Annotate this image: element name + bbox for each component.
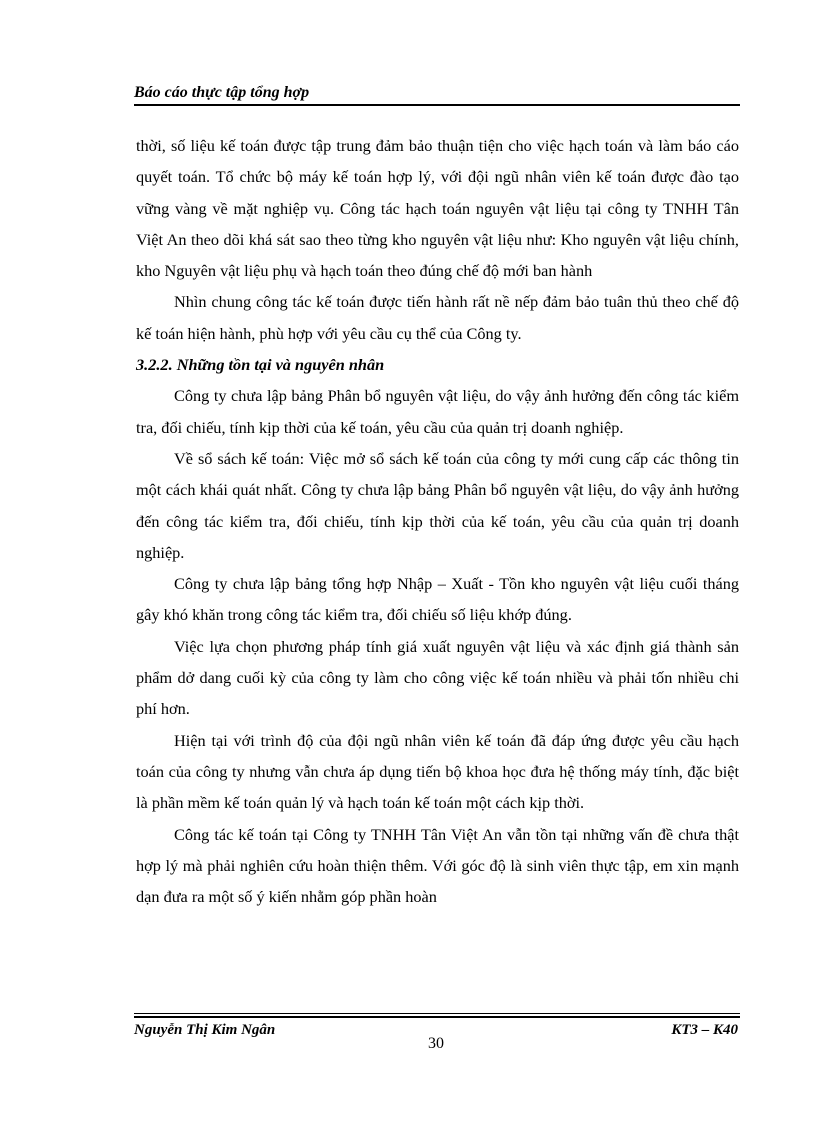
footer-rule-thin bbox=[134, 1013, 740, 1014]
paragraph-5: Công ty chưa lập bảng tổng hợp Nhập – Xuất - Tồn kho nguyên vật liệu cuối tháng gây khó khăn trong công tác kiểm tra, đối chiếu số liệu khớp đúng. bbox=[136, 574, 739, 625]
paragraph-1: thời, số liệu kế toán được tập trung đảm bảo thuận tiện cho việc hạch toán và làm báo cáo quyết toán. Tổ chức bộ máy kế toán hợp lý, với đội ngũ nhân viên kế toán được đào tạo vững vàng về mặt nghiệp vụ. Công tác hạch toán nguyên vật liệu tại công ty TNHH Tân Việt An theo dõi khá sát sao theo từng kho nguyên vật liệu như: Kho nguyên vật liệu chính, kho Nguyên vật liệu phụ và hạch toán theo đúng chế độ mới ban hành bbox=[136, 136, 739, 281]
footer-rule-thick bbox=[134, 1016, 740, 1018]
section-heading: 3.2.2. Những tồn tại và nguyên nhân bbox=[136, 355, 385, 375]
paragraph-8: Công tác kế toán tại Công ty TNHH Tân Việt An vẫn tồn tại những vấn đề chưa thật hợp lý mà phải nghiên cứu hoàn thiện thêm. Với góc độ là sinh viên thực tập, em xin mạnh dạn đưa ra một số ý kiến nhằm góp phần hoàn bbox=[136, 824, 739, 907]
document-body bbox=[136, 130, 739, 912]
paragraph-7: Hiện tại với trình độ của đội ngũ nhân viên kế toán đã đáp ứng được yêu cầu hạch toán của công ty nhưng vẫn chưa áp dụng tiến bộ khoa học đưa hệ thống máy tính, đặc biệt là phần mềm kế toán quản lý và hạch toán kế toán một cách kịp thời. bbox=[136, 730, 739, 813]
header-rule bbox=[134, 104, 740, 106]
page-header-title: Báo cáo thực tập tổng hợp bbox=[134, 84, 310, 101]
footer-author: Nguyễn Thị Kim Ngân bbox=[134, 1022, 276, 1038]
paragraph-2: Nhìn chung công tác kế toán được tiến hành rất nề nếp đảm bảo tuân thủ theo chế độ kế toán hiện hành, phù hợp với yêu cầu cụ thể của Công ty. bbox=[136, 292, 739, 343]
paragraph-3: Công ty chưa lập bảng Phân bổ nguyên vật liệu, do vậy ảnh hưởng đến công tác kiểm tra, đối chiếu, tính kịp thời của kế toán, yêu cầu của quản trị doanh nghiệp. bbox=[136, 386, 739, 437]
page-number: 30 bbox=[428, 1035, 444, 1052]
footer-class-code: KT3 – K40 bbox=[671, 1022, 738, 1038]
paragraph-4: Về sổ sách kế toán: Việc mở sổ sách kế toán của công ty mới cung cấp các thông tin một cách khái quát nhất. Công ty chưa lập bảng Phân bổ nguyên vật liệu, do vậy ảnh hưởng đến công tác kiểm tra, đối chiếu, tính kịp thời của kế toán, yêu cầu của quản trị doanh nghiệp. bbox=[136, 448, 739, 562]
paragraph-6: Việc lựa chọn phương pháp tính giá xuất nguyên vật liệu và xác định giá thành sản phẩm dở dang cuối kỳ của công ty làm cho công việc kế toán nhiều và phải tốn nhiều chi phí hơn. bbox=[136, 636, 739, 719]
